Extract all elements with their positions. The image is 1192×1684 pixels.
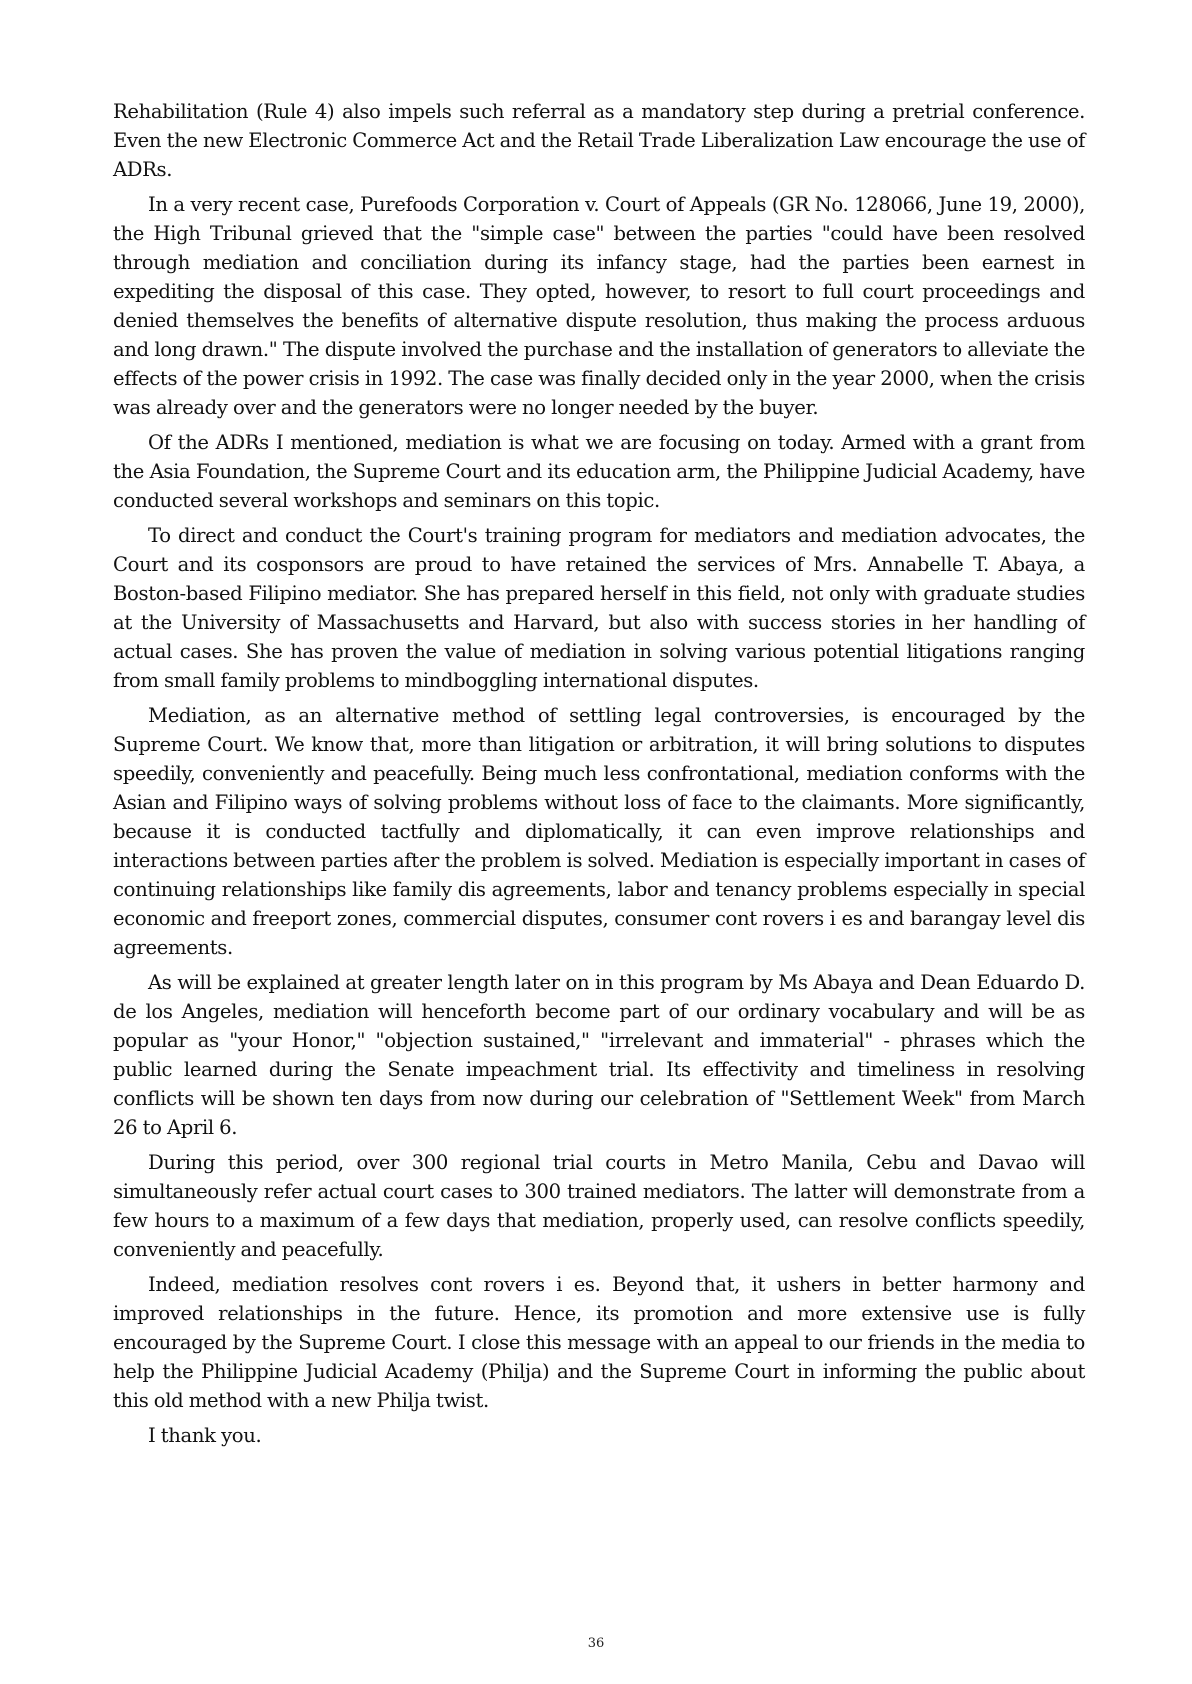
paragraph-thank-you: I thank you. (148, 1424, 262, 1447)
paragraph-adr-focus: Of the ADRs I mentioned, mediation is what we are focusing on today. Armed with a grant from the Asia Foundation, the Supreme Court and its education arm, the Philippine Judicial Academy, have conducted several workshops and seminars on this topic. (113, 431, 1085, 512)
paragraph-closing-appeal: Indeed, mediation resolves cont rovers i es. Beyond that, it ushers in better harmony and improved relationships in the future. Hence, its promotion and more extensive use is fully encouraged by the Supreme Court. I close this message with an appeal to our friends in the media to help the Philippine Judicial Academy (Philja) and the Supreme Court in informing the public about this old method with a new Philja twist. (113, 1273, 1085, 1412)
paragraph-training-program: To direct and conduct the Court's training program for mediators and mediation advocates, the Court and its cosponsors are proud to have retained the services of Mrs. Annabelle T. Abaya, a Boston-based Filipino mediator. She has prepared herself in this field, not only with graduate studies at the University of Massachusetts and Harvard, but also with success stories in her handling of actual cases. She has proven the value of mediation in solving various potential litigations ranging from small family problems to mindboggling international disputes. (113, 524, 1085, 692)
paragraph-purefoods-case: In a very recent case, Purefoods Corporation v. Court of Appeals (GR No. 128066, June 19, 2000), the High Tribunal grieved that the "simple case" between the parties "could have been resolved through mediation and conciliation during its infancy stage, had the parties been earnest in expediting the disposal of this case. They opted, however, to resort to full court proceedings and denied themselves the benefits of alternative dispute resolution, thus making the process arduous and long drawn." The dispute involved the purchase and the installation of generators to alleviate the effects of the power crisis in 1992. The case was finally decided only in the year 2000, when the crisis was already over and the generators were no longer needed by the buyer. (113, 193, 1085, 419)
paragraph-continued: Rehabilitation (Rule 4) also impels such referral as a mandatory step during a pretrial conference. Even the new Electronic Commerce Act and the Retail Trade Liberalization Law encourage the use of ADRs. (113, 100, 1085, 181)
body-text (113, 97, 1085, 1456)
paragraph-settlement-week: As will be explained at greater length later on in this program by Ms Abaya and Dean Eduardo D. de los Angeles, mediation will henceforth become part of our ordinary vocabulary and will be as popular as "your Honor," "objection sustained," "irrelevant and immaterial" - phrases which the public learned during the Senate impeachment trial. Its effectivity and timeliness in resolving conflicts will be shown ten days from now during our celebration of "Settlement Week" from March 26 to April 6. (113, 971, 1085, 1139)
paragraph-mediation-encouraged: Mediation, as an alternative method of settling legal controversies, is encouraged by the Supreme Court. We know that, more than litigation or arbitration, it will bring solutions to disputes speedily, conveniently and peacefully. Being much less confrontational, mediation conforms with the Asian and Filipino ways of solving problems without loss of face to the claimants. More significantly, because it is conducted tactfully and diplomatically, it can even improve relationships and interactions between parties after the problem is solved. Mediation is especially important in cases of continuing relationships like family dis agreements, labor and tenancy problems especially in special economic and freeport zones, commercial disputes, consumer cont rovers i es and barangay level dis agreements. (113, 704, 1085, 959)
paragraph-regional-courts: During this period, over 300 regional trial courts in Metro Manila, Cebu and Davao will simultaneously refer actual court cases to 300 trained mediators. The latter will demonstrate from a few hours to a maximum of a few days that mediation, properly used, can resolve conflicts speedily, conveniently and peacefully. (113, 1151, 1085, 1261)
page-number: 36 (587, 1636, 605, 1651)
